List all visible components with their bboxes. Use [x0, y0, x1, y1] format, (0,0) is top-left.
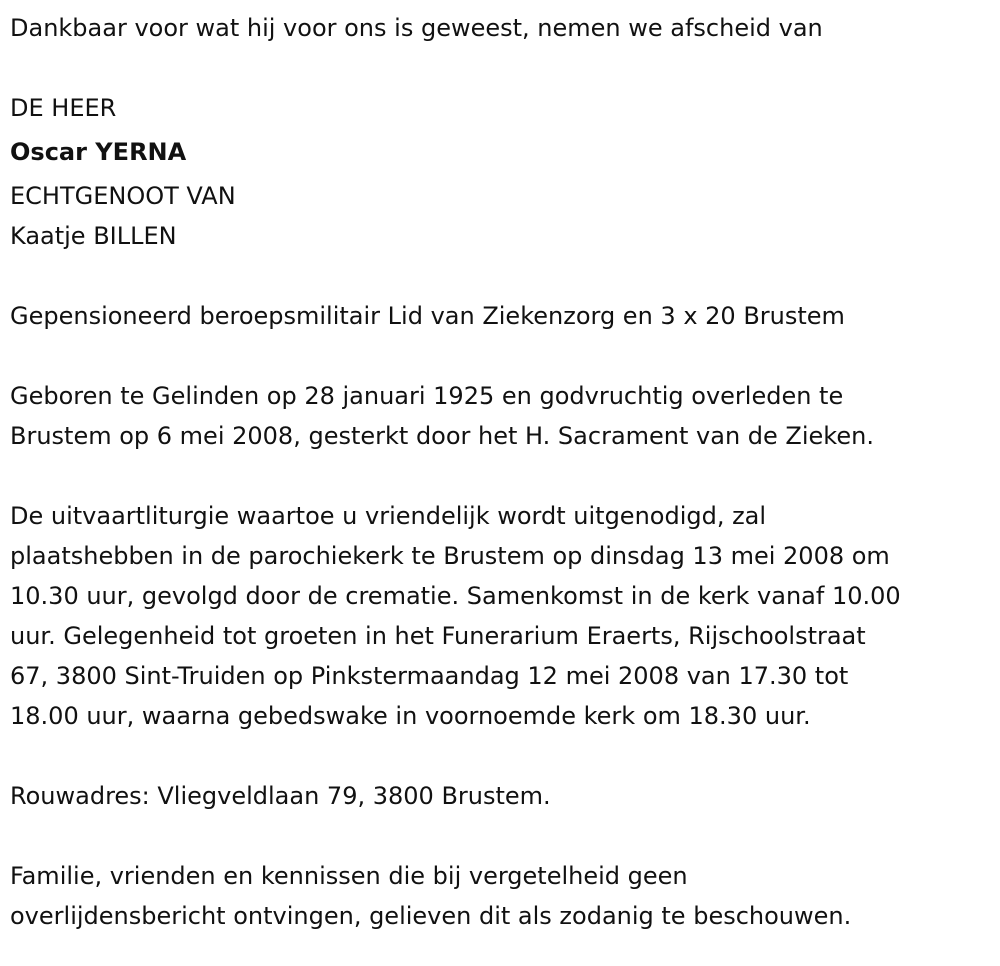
funeral-line: 18.00 uur, waarna gebedswake in voornoemde kerk om 18.30 uur. [10, 702, 811, 730]
closing-line: overlijdensbericht ontvingen, gelieven dit als zodanig te beschouwen. [10, 902, 852, 930]
honorific-line: DE HEER [10, 94, 117, 122]
closing-paragraph [10, 856, 990, 936]
birth-death-line: Brustem op 6 mei 2008, gesterkt door het H. Sacrament van de Zieken. [10, 422, 874, 450]
funeral-line: uur. Gelegenheid tot groeten in het Funerarium Eraerts, Rijschoolstraat [10, 622, 866, 650]
mourning-address: Rouwadres: Vliegveldlaan 79, 3800 Brustem. [10, 782, 551, 810]
occupation-text: Gepensioneerd beroepsmilitair Lid van Ziekenzorg en 3 x 20 Brustem [10, 302, 845, 330]
spacer [10, 256, 990, 296]
funeral-line: 10.30 uur, gevolgd door de crematie. Samenkomst in de kerk vanaf 10.00 [10, 582, 901, 610]
spacer [10, 736, 990, 776]
spacer [10, 456, 990, 496]
intro-text: Dankbaar voor wat hij voor ons is geweest, nemen we afscheid van [10, 14, 823, 42]
spouse-name: Kaatje BILLEN [10, 222, 177, 250]
relation-line: ECHTGENOOT VAN [10, 182, 236, 210]
funeral-line: plaatshebben in de parochiekerk te Brustem op dinsdag 13 mei 2008 om [10, 542, 890, 570]
deceased-name: Oscar YERNA [10, 138, 187, 166]
funeral-line: 67, 3800 Sint-Truiden op Pinkstermaandag 12 mei 2008 van 17.30 tot [10, 662, 849, 690]
birth-death-paragraph [10, 376, 990, 456]
spacer [10, 816, 990, 856]
closing-line: Familie, vrienden en kennissen die bij vergetelheid geen [10, 862, 688, 890]
spacer [10, 48, 990, 88]
birth-death-line: Geboren te Gelinden op 28 januari 1925 en godvruchtig overleden te [10, 382, 844, 410]
funeral-line: De uitvaartliturgie waartoe u vriendelijk wordt uitgenodigd, zal [10, 502, 767, 530]
spacer [10, 336, 990, 376]
funeral-paragraph [10, 496, 990, 736]
